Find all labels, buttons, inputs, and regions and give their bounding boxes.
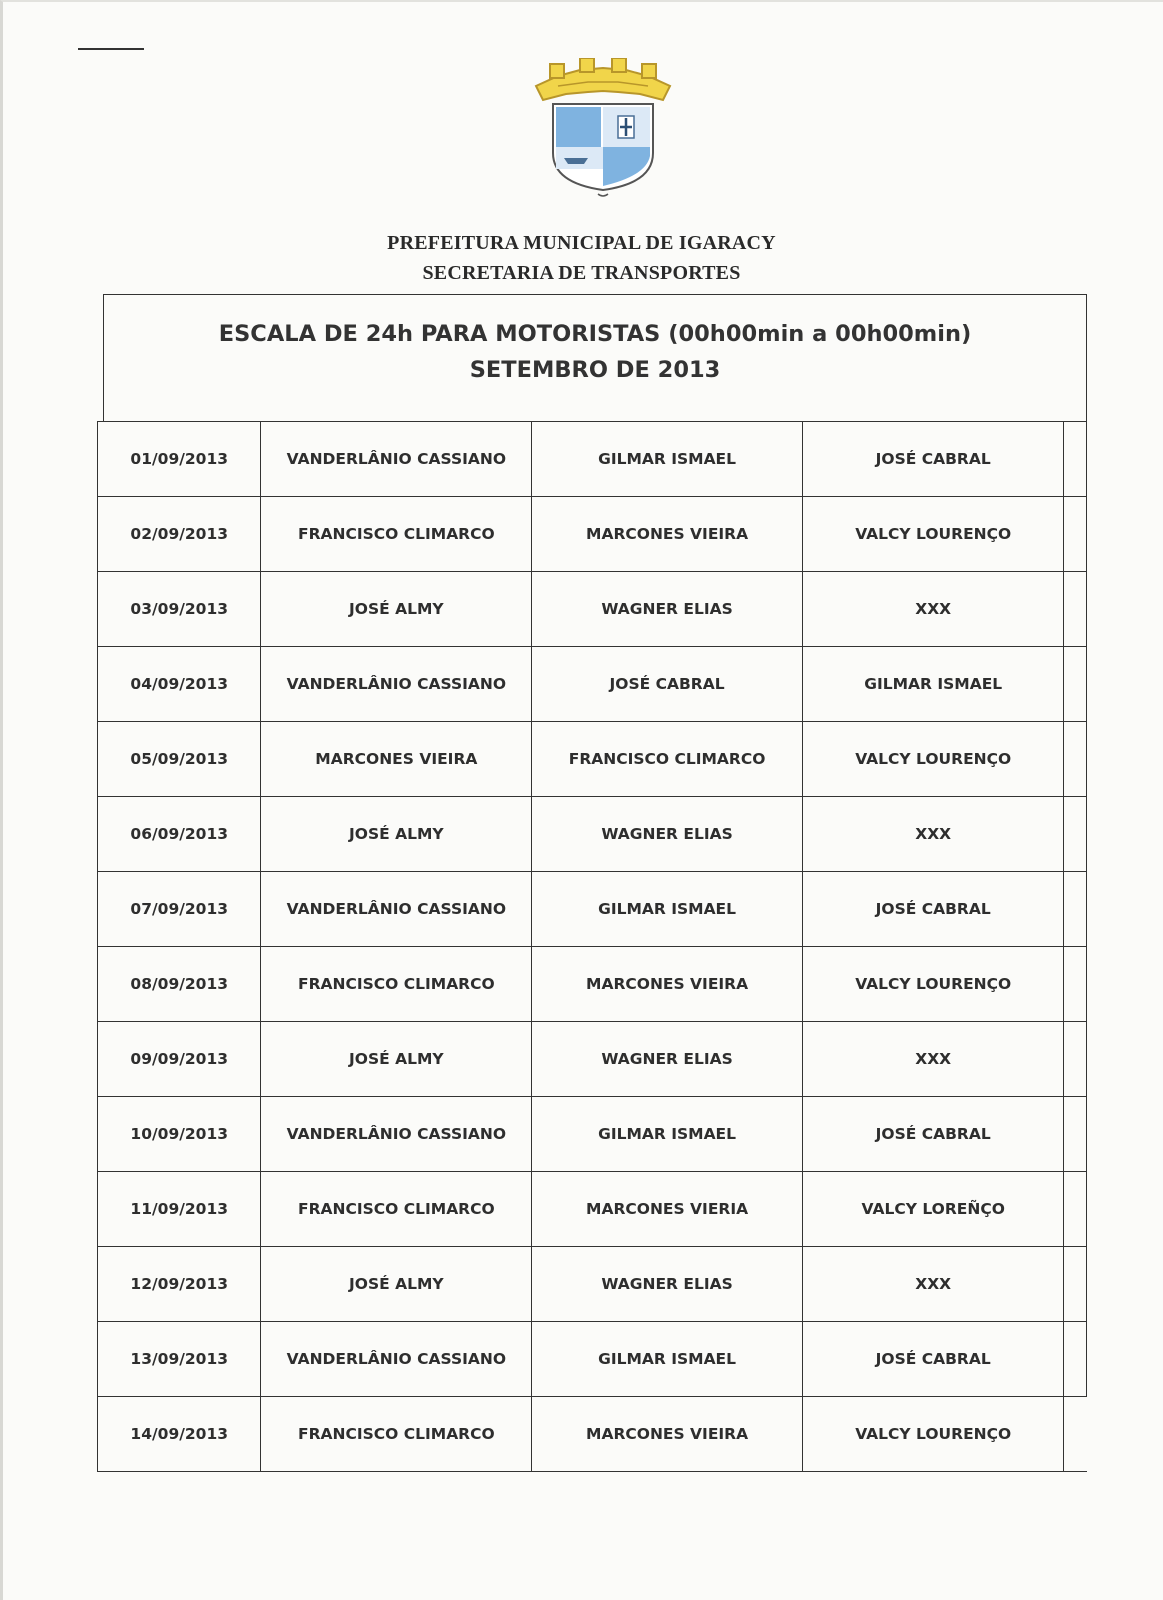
- table-row: [98, 572, 1087, 647]
- driver-3-cell: JOSÉ CABRAL: [802, 1322, 1064, 1397]
- table-row: [98, 722, 1087, 797]
- municipality-header: PREFEITURA MUNICIPAL DE IGARACY: [387, 232, 776, 254]
- driver-1-cell: JOSÉ ALMY: [261, 797, 532, 872]
- driver-2-cell: MARCONES VIEIRA: [532, 947, 803, 1022]
- schedule-title-box: [103, 294, 1087, 422]
- table-row: [98, 1397, 1087, 1472]
- driver-1-cell: FRANCISCO CLIMARCO: [261, 1397, 532, 1472]
- driver-1-cell: FRANCISCO CLIMARCO: [261, 497, 532, 572]
- driver-schedule-table: [97, 421, 1087, 1472]
- driver-2-cell: WAGNER ELIAS: [532, 572, 803, 647]
- department-header: SECRETARIA DE TRANSPORTES: [422, 262, 741, 284]
- driver-3-cell: JOSÉ CABRAL: [802, 422, 1064, 497]
- driver-3-cell: XXX: [802, 572, 1064, 647]
- empty-cell: [1064, 422, 1087, 497]
- driver-2-cell: FRANCISCO CLIMARCO: [532, 722, 803, 797]
- driver-1-cell: FRANCISCO CLIMARCO: [261, 947, 532, 1022]
- table-row: [98, 1022, 1087, 1097]
- driver-2-cell: MARCONES VIEIRA: [532, 497, 803, 572]
- driver-2-cell: GILMAR ISMAEL: [532, 422, 803, 497]
- empty-cell: [1064, 572, 1087, 647]
- date-cell: 02/09/2013: [98, 497, 261, 572]
- table-row: [98, 797, 1087, 872]
- driver-3-cell: XXX: [802, 1022, 1064, 1097]
- empty-cell: [1064, 722, 1087, 797]
- empty-cell: [1064, 947, 1087, 1022]
- table-row: [98, 647, 1087, 722]
- driver-1-cell: VANDERLÂNIO CASSIANO: [261, 647, 532, 722]
- driver-2-cell: MARCONES VIEIRA: [532, 1397, 803, 1472]
- table-row: [98, 497, 1087, 572]
- driver-2-cell: GILMAR ISMAEL: [532, 872, 803, 947]
- schedule-title: ESCALA DE 24h PARA MOTORISTAS (00h00min a 00h00min): [218, 321, 972, 347]
- shield-icon: [553, 104, 653, 196]
- empty-cell: [1064, 872, 1087, 947]
- driver-1-cell: JOSÉ ALMY: [261, 1022, 532, 1097]
- schedule-body: [98, 422, 1087, 1472]
- date-cell: 05/09/2013: [98, 722, 261, 797]
- driver-3-cell: GILMAR ISMAEL: [802, 647, 1064, 722]
- table-row: [98, 1322, 1087, 1397]
- date-cell: 07/09/2013: [98, 872, 261, 947]
- empty-cell: [1064, 1022, 1087, 1097]
- driver-1-cell: MARCONES VIEIRA: [261, 722, 532, 797]
- table-row: [98, 422, 1087, 497]
- driver-2-cell: WAGNER ELIAS: [532, 1247, 803, 1322]
- driver-3-cell: VALCY LOURENÇO: [802, 722, 1064, 797]
- date-cell: 06/09/2013: [98, 797, 261, 872]
- driver-3-cell: JOSÉ CABRAL: [802, 872, 1064, 947]
- empty-cell: [1064, 647, 1087, 722]
- empty-cell: [1064, 497, 1087, 572]
- empty-cell: [1064, 1097, 1087, 1172]
- driver-1-cell: JOSÉ ALMY: [261, 572, 532, 647]
- empty-cell: [1064, 1397, 1087, 1472]
- pen-mark: [78, 48, 144, 50]
- driver-2-cell: JOSÉ CABRAL: [532, 647, 803, 722]
- empty-cell: [1064, 1322, 1087, 1397]
- crown-icon: [536, 58, 670, 100]
- driver-1-cell: VANDERLÂNIO CASSIANO: [261, 1097, 532, 1172]
- municipal-coat-of-arms: [528, 58, 678, 198]
- date-cell: 10/09/2013: [98, 1097, 261, 1172]
- empty-cell: [1064, 1172, 1087, 1247]
- driver-3-cell: XXX: [802, 1247, 1064, 1322]
- driver-2-cell: GILMAR ISMAEL: [532, 1097, 803, 1172]
- driver-3-cell: VALCY LOURENÇO: [802, 947, 1064, 1022]
- driver-2-cell: GILMAR ISMAEL: [532, 1322, 803, 1397]
- driver-3-cell: VALCY LOURENÇO: [802, 1397, 1064, 1472]
- driver-3-cell: JOSÉ CABRAL: [802, 1097, 1064, 1172]
- date-cell: 11/09/2013: [98, 1172, 261, 1247]
- table-row: [98, 872, 1087, 947]
- date-cell: 04/09/2013: [98, 647, 261, 722]
- driver-2-cell: WAGNER ELIAS: [532, 1022, 803, 1097]
- date-cell: 13/09/2013: [98, 1322, 261, 1397]
- driver-3-cell: VALCY LOREÑÇO: [802, 1172, 1064, 1247]
- date-cell: 08/09/2013: [98, 947, 261, 1022]
- driver-3-cell: VALCY LOURENÇO: [802, 497, 1064, 572]
- date-cell: 01/09/2013: [98, 422, 261, 497]
- driver-1-cell: JOSÉ ALMY: [261, 1247, 532, 1322]
- table-row: [98, 947, 1087, 1022]
- table-row: [98, 1172, 1087, 1247]
- driver-1-cell: VANDERLÂNIO CASSIANO: [261, 422, 532, 497]
- date-cell: 09/09/2013: [98, 1022, 261, 1097]
- driver-1-cell: VANDERLÂNIO CASSIANO: [261, 872, 532, 947]
- date-cell: 03/09/2013: [98, 572, 261, 647]
- driver-3-cell: XXX: [802, 797, 1064, 872]
- table-row: [98, 1247, 1087, 1322]
- schedule-subtitle: SETEMBRO DE 2013: [469, 357, 721, 383]
- driver-2-cell: WAGNER ELIAS: [532, 797, 803, 872]
- driver-2-cell: MARCONES VIERIA: [532, 1172, 803, 1247]
- empty-cell: [1064, 797, 1087, 872]
- date-cell: 14/09/2013: [98, 1397, 261, 1472]
- table-row: [98, 1097, 1087, 1172]
- driver-1-cell: VANDERLÂNIO CASSIANO: [261, 1322, 532, 1397]
- date-cell: 12/09/2013: [98, 1247, 261, 1322]
- empty-cell: [1064, 1247, 1087, 1322]
- driver-1-cell: FRANCISCO CLIMARCO: [261, 1172, 532, 1247]
